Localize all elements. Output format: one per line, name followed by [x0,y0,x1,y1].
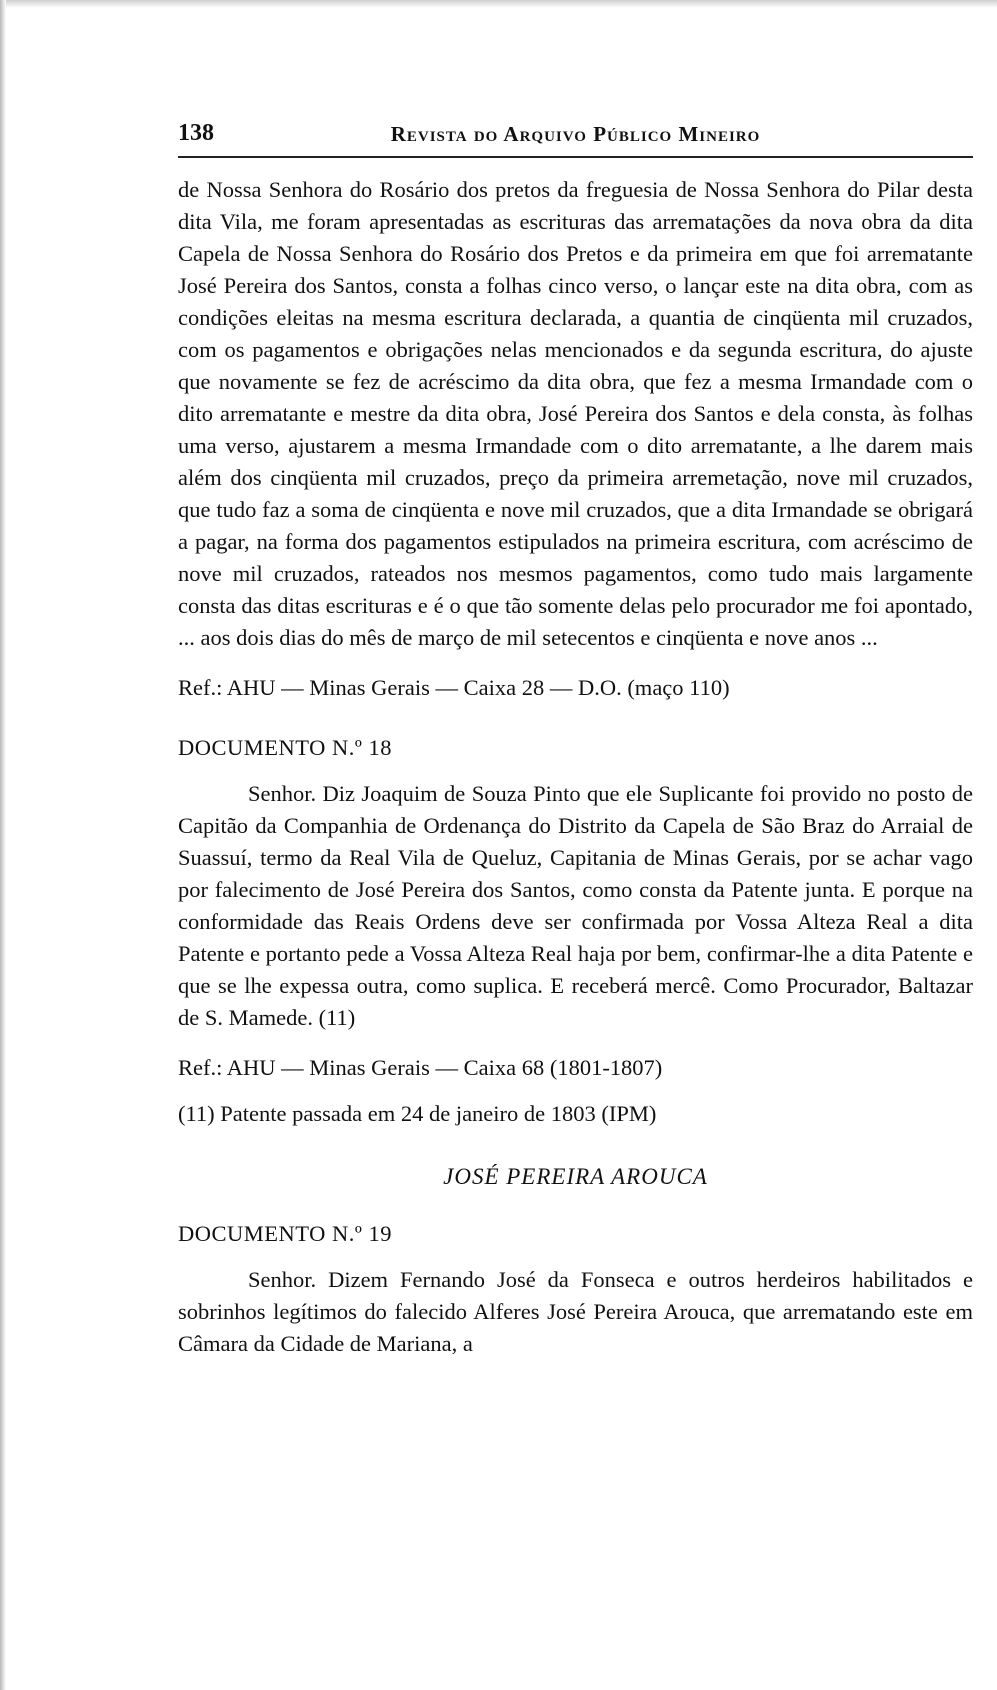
book-page [178,110,973,1360]
document-19-body: Senhor. Dizem Fernando José da Fonseca e outros herdeiros habilitados e sobrinhos legítimos do falecido Alferes José Pereira Arouca, que arrematando este em Câmara da Cidade de Mariana, a [178,1267,973,1356]
scan-top-edge [0,0,997,8]
running-head [178,110,973,150]
footnote-11: (11) Patente passada em 24 de janeiro de 1803 (IPM) [178,1101,657,1126]
document-19-heading: DOCUMENTO N.º 19 [178,1221,392,1246]
document-18-heading: DOCUMENTO N.º 18 [178,735,392,760]
document-18-reference: Ref.: AHU — Minas Gerais — Caixa 68 (1801-1807) [178,1055,663,1080]
scan-left-edge [0,0,6,1690]
document-18-body: Senhor. Diz Joaquim de Souza Pinto que ele Suplicante foi provido no posto de Capitão da Companhia de Ordenança do Distrito da Capela de São Braz do Arraial de Suassuí, termo da Real Vila de Queluz, Capitania de Minas Gerais, por se achar vago por falecimento de José Pereira dos Santos, como consta da Patente junta. E porque na conformidade das Reais Ordens deve ser confirmada por Vossa Alteza Real a dita Patente e portanto pede a Vossa Alteza Real haja por bem, confirmar-lhe a dita Patente e que se lhe expessa outra, como suplica. E receberá mercê. Como Procurador, Baltazar de S. Mamede. (11) [178,781,973,1030]
page-number: 138 [178,120,214,146]
continuation-paragraph: de Nossa Senhora do Rosário dos pretos da freguesia de Nossa Senhora do Pilar desta dita Vila, me foram apresentadas as escrituras das arrematações da nova obra da dita Capela de Nossa Senhora do Rosário dos Pretos e da primeira em que foi arrematante José Pereira dos Santos, consta a folhas cinco verso, o lançar este na dita obra, com as condições eleitas na mesma escritura declarada, a quantia de cinqüenta mil cruzados, com os pagamentos e obrigações nelas mencionados e da segunda escritura, do ajuste que novamente se fez de acréscimo da dita obra, que fez a mesma Irmandade com o dito arrematante e mestre da dita obra, José Pereira dos Santos e dela consta, às folhas uma verso, ajustarem a mesma Irmandade com o dito arrematante, a lhe darem mais além dos cinqüenta mil cruzados, preço da primeira arremetação, nove mil cruzados, que tudo faz a soma de cinqüenta e nove mil cruzados, que a dita Irmandade se obrigará a pagar, na forma dos pagamentos estipulados na primeira escritura, com acréscimo de nove mil cruzados, rateados nos mesmos pagamentos, como tudo mais largamente consta das ditas escrituras e é o que tão somente delas pelo procurador me foi apontado, ... aos dois dias do mês de março de mil setecentos e cinqüenta e nove anos ... [178,177,973,650]
journal-title: Revista do Arquivo Público Mineiro [390,122,761,146]
section-title: JOSÉ PEREIRA AROUCA [443,1164,708,1189]
reference-line-1: Ref.: AHU — Minas Gerais — Caixa 28 — D.O. (maço 110) [178,675,730,700]
header-rule [178,156,973,158]
